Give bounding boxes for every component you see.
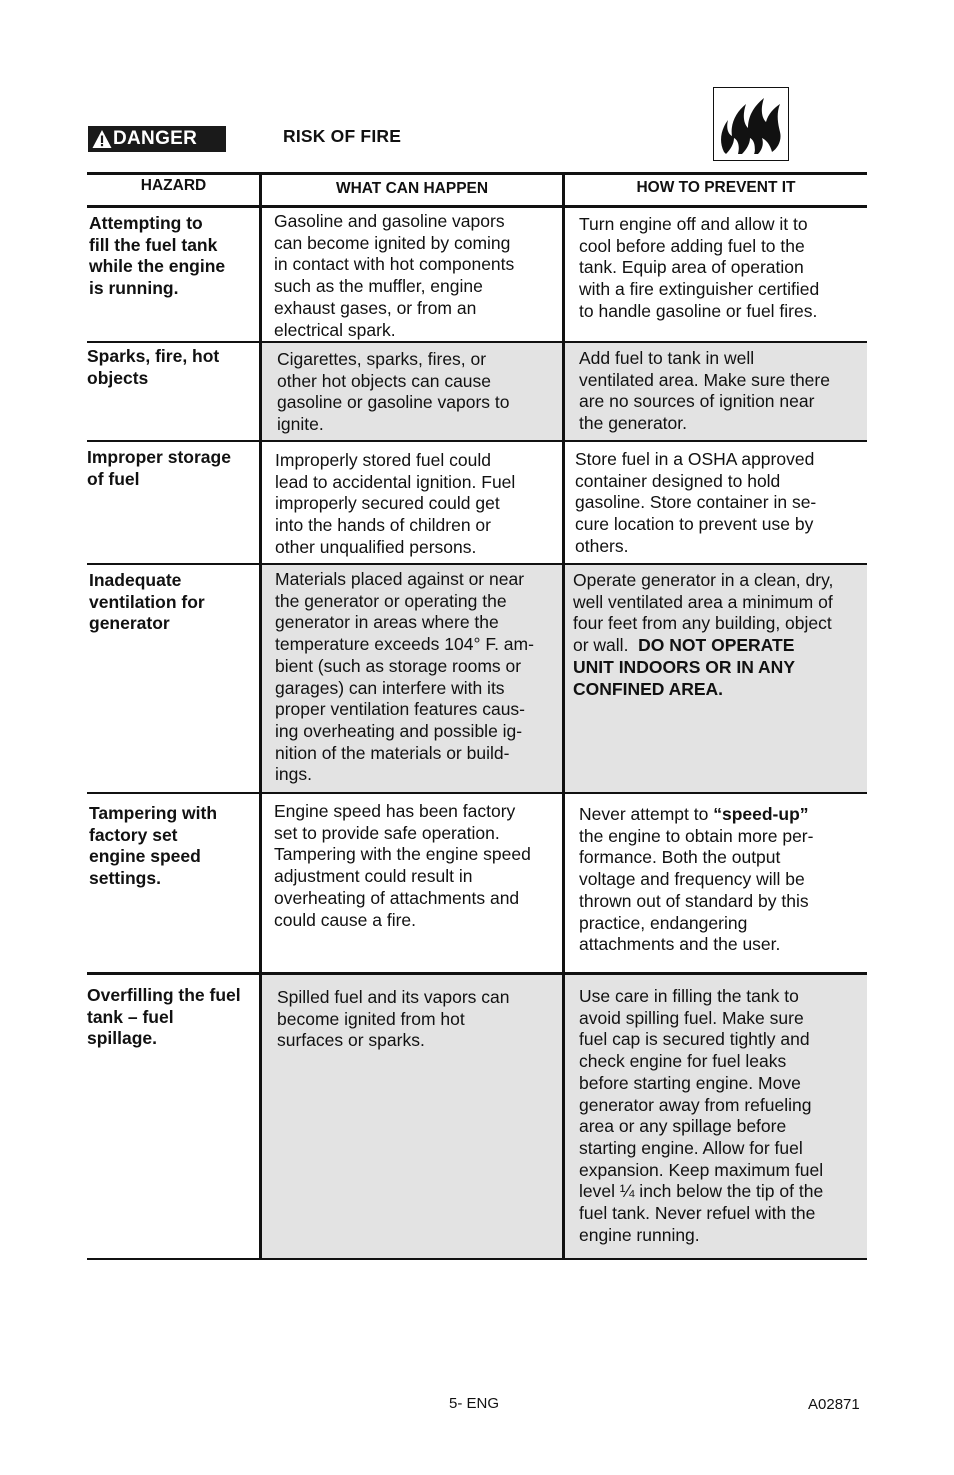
row-separator [87, 563, 867, 565]
what-can-happen-cell: Spilled fuel and its vapors can become ignited from hot surfaces or sparks. [277, 987, 510, 1051]
risk-title: RISK OF FIRE [283, 126, 402, 146]
what-can-happen-cell: Improperly stored fuel could lead to accidental ignition. Fuel improperly secured could get into the hands of children or other unqualified persons. [275, 450, 516, 557]
table-header-border [87, 205, 867, 208]
speed-up-emphasis: “speed-up” [713, 804, 809, 824]
hazard-cell: Tampering with factory set engine speed settings. [89, 803, 218, 889]
column-header-what-can-happen: WHAT CAN HAPPEN [335, 180, 489, 197]
what-can-happen-cell: Gasoline and gasoline vapors can become ignited by coming in contact with hot components such as the muffler, engine exhaust gases, or from an electrical spark. [274, 211, 515, 340]
hazard-cell: Sparks, fire, hot objects [87, 346, 220, 388]
page-number: 5- ENG [449, 1395, 500, 1412]
fire-hazard-icon [713, 87, 789, 161]
row-separator [87, 440, 867, 442]
column-header-how-to-prevent-it: HOW TO PREVENT IT [636, 179, 796, 196]
column-divider [562, 172, 565, 1260]
warning-emphasis: DO NOT OPERATE [638, 635, 795, 656]
how-to-prevent-cell: Store fuel in a OSHA approved container designed to hold gasoline. Store container in se- cure location to prevent use by others. [575, 449, 817, 556]
what-can-happen-cell: Engine speed has been factory set to provide safe operation. Tampering with the engine speed adjustment could result in overheating of attachments and could cause a fire. [274, 801, 531, 930]
how-to-prevent-cell: Never attempt to “speed-up” the engine to obtain more per- formance. Both the output voltage and frequency will be thrown out of standard by this practice, endangering attachments and the user. [579, 804, 814, 955]
column-divider [259, 172, 262, 1260]
how-to-prevent-cell: Add fuel to tank in well ventilated area. Make sure there are no sources of ignition near the generator. [579, 348, 830, 434]
column-header-hazard: HAZARD [140, 177, 207, 194]
hazard-cell: Overfilling the fuel tank – fuel spillage. [87, 985, 241, 1049]
danger-label: DANGER [113, 128, 198, 149]
document-code: A02871 [808, 1396, 860, 1413]
how-to-prevent-cell: Turn engine off and allow it to cool before adding fuel to the tank. Equip area of operation with a fire extinguisher certified to handle gasoline or fuel fires. [579, 214, 820, 321]
row-separator [87, 341, 867, 343]
hazard-cell: Attempting to fill the fuel tank while the engine is running. [89, 213, 226, 299]
row-separator [87, 972, 867, 975]
danger-badge [88, 126, 226, 152]
how-to-prevent-cell: Operate generator in a clean, dry, well ventilated area a minimum of four feet from any building, object or wall. DO NOT OPERATE UNIT INDOORS OR IN ANY CONFINED AREA. [573, 570, 834, 699]
how-to-prevent-cell: Use care in filling the tank to avoid spilling fuel. Make sure fuel cap is secured tightly and check engine for fuel leaks before starting engine. Move generator away from refueling area or any spillage before starting engine. Allow for fuel expansion. Keep maximum fuel level ¼ inch below the tip of the fuel tank. Never refuel with the engine running. [579, 986, 824, 1245]
hazard-cell: Inadequate ventilation for generator [89, 570, 205, 634]
table-top-border [87, 172, 867, 175]
hazard-cell: Improper storage of fuel [87, 447, 231, 489]
warning-triangle-icon [92, 129, 112, 149]
what-can-happen-cell: Cigarettes, sparks, fires, or other hot objects can cause gasoline or gasoline vapors to ignite. [277, 349, 510, 435]
what-can-happen-cell: Materials placed against or near the generator or operating the generator in areas where the temperature exceeds 104° F. am- bient (such as storage rooms or garages) can interfere with its proper ventilation features caus- ing overheating and possible ig- nition of the materials or build- ings. [275, 569, 534, 785]
table-bottom-border [87, 1258, 867, 1260]
row-separator [87, 792, 867, 794]
